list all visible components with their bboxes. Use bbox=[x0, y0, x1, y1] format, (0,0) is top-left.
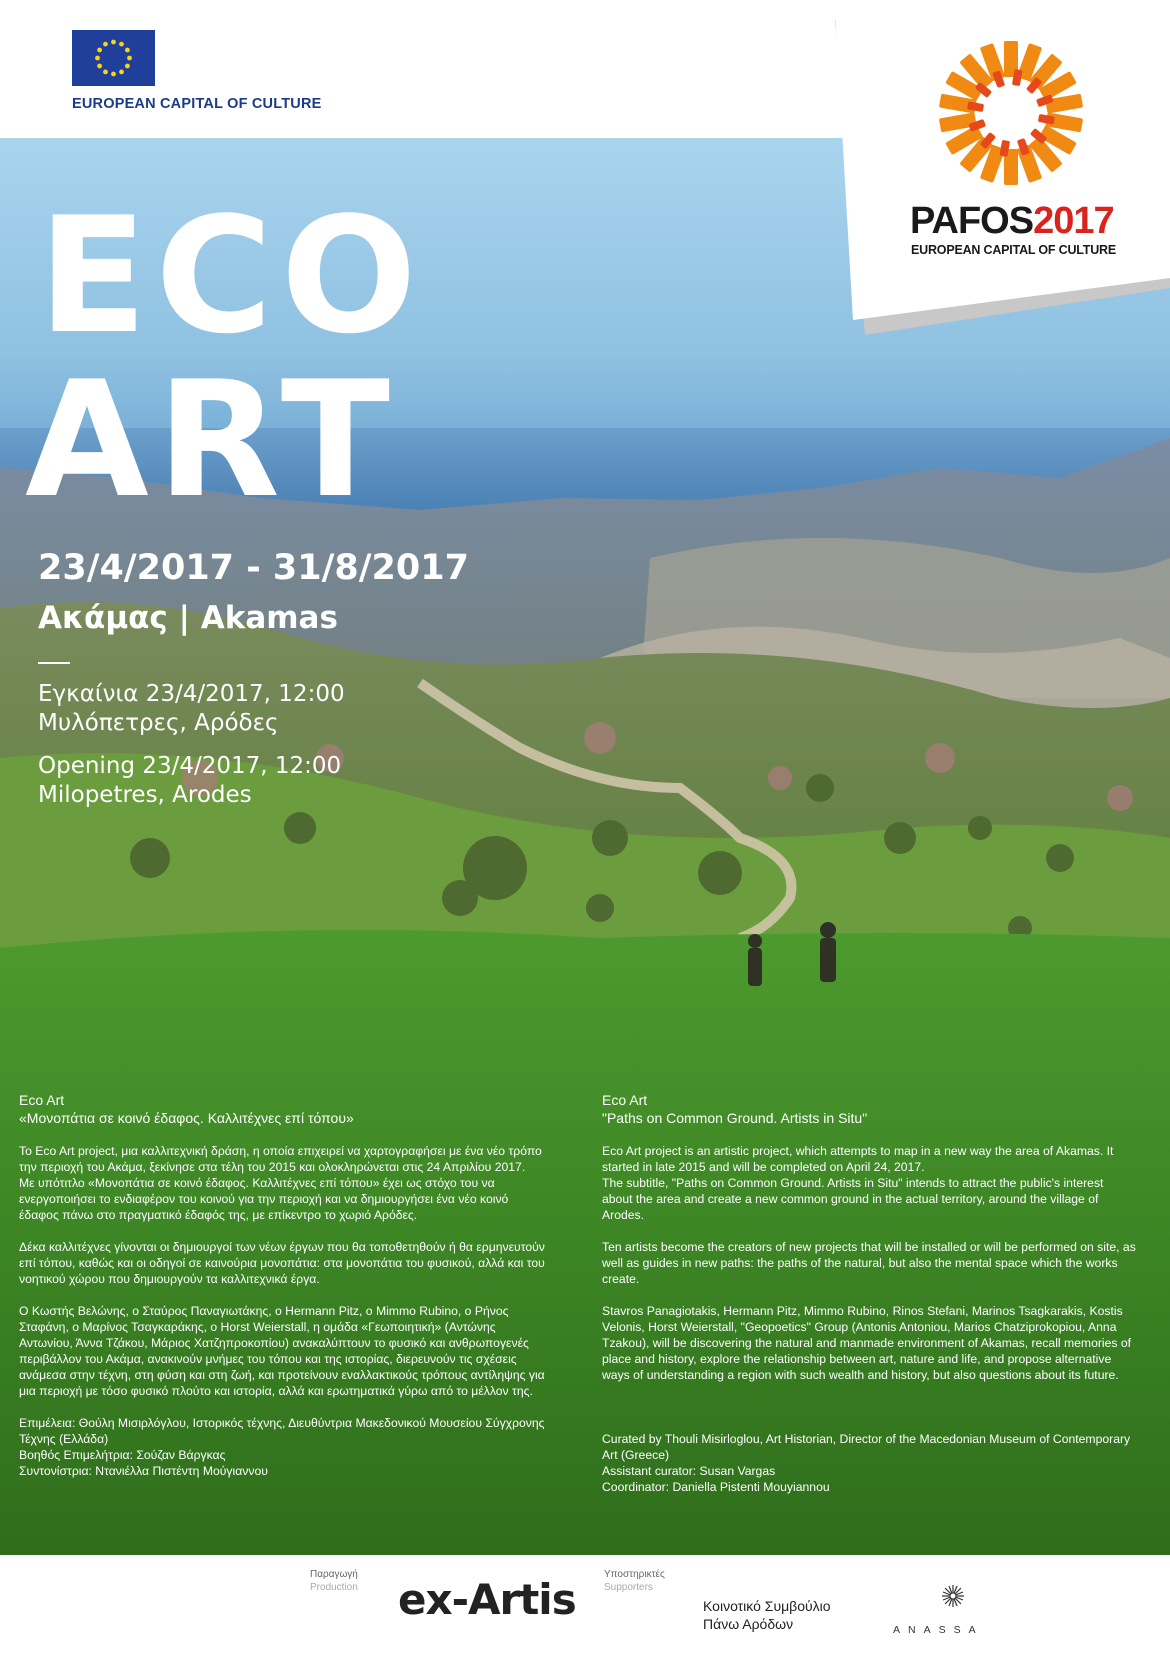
pafos-name: PAFOS bbox=[910, 200, 1034, 242]
ex-artis-logo: ex-Artis bbox=[398, 1575, 576, 1624]
english-column bbox=[602, 1091, 1137, 1495]
pafos-year: 2017 bbox=[1033, 200, 1114, 242]
opening-greek-line1: Εγκαίνια 23/4/2017, 12:00 bbox=[38, 681, 345, 707]
english-credit: Curated by Thouli Misirloglou, Art Historian, Director of the Macedonian Museum of Contemporary Art (Greece) bbox=[602, 1432, 1131, 1462]
english-paragraph: Eco Art project is an artistic project, which attempts to map in a new way the area of Akamas. It started in late 2015 and will be completed on April 24, 2017. bbox=[602, 1144, 1114, 1174]
greek-paragraph: Με υπότιτλο «Μονοπάτια σε κοινό έδαφος. Καλλιτέχνες επί τόπου» έχει ως στόχο του να ενεργοποιήσει το ενδιαφέρον του κοινού για την περιοχή και να δημιουργήσει ένα νέο κοινό έδαφος πάνω στο πραγματικό έδαφός της, με επίκεντρο το χωριό Αρόδες. bbox=[19, 1176, 509, 1222]
english-subheading: "Paths on Common Ground. Artists in Situ" bbox=[602, 1110, 868, 1126]
supporters-label-english: Supporters bbox=[604, 1582, 653, 1593]
pafos-sun-icon bbox=[936, 38, 1086, 188]
english-paragraph: The subtitle, "Paths on Common Ground. Artists in Situ" intends to attract the public's interest about the area and create a new common ground in the actual territory, around the village of Arodes. bbox=[602, 1176, 1104, 1222]
community-council-logo bbox=[703, 1597, 831, 1633]
english-credit: Coordinator: Daniella Pistenti Mouyiannou bbox=[602, 1480, 830, 1494]
pafos-subtitle: EUROPEAN CAPITAL OF CULTURE bbox=[911, 243, 1117, 257]
production-label-greek: Παραγωγή bbox=[310, 1569, 358, 1580]
english-paragraph: Stavros Panagiotakis, Hermann Pitz, Mimmo Rubino, Rinos Stefani, Marinos Tsagkarakis, Kostis Velonis, Horst Weierstall, "Geopoetics" Group (Antonis Antoniou, Marios Chatziprokopiou, Anna Tzakou), will be discovering the natural and manmade environment of Akamas, recall memories of place and history, explore the relationship between art, nature and life, and propose alternative ways of understanding a region with such wealth and history, but also questions about its future. bbox=[602, 1304, 1132, 1382]
council-line1: Κοινοτικό Συμβούλιο bbox=[703, 1598, 831, 1614]
english-credit: Assistant curator: Susan Vargas bbox=[602, 1464, 776, 1478]
pafos-wordmark bbox=[910, 200, 1114, 243]
eu-flag-icon bbox=[72, 30, 155, 86]
title-art: ART bbox=[25, 346, 398, 533]
production-label-english: Production bbox=[310, 1582, 358, 1593]
greek-subheading: «Μονοπάτια σε κοινό έδαφος. Καλλιτέχνες επί τόπου» bbox=[19, 1110, 354, 1126]
greek-paragraph: Το Eco Art project, μια καλλιτεχνική δράση, η οποία επιχειρεί να χαρτογραφήσει με ένα νέο τρόπο την περιοχή του Ακάμα, ξεκίνησε στα τέλη του 2015 και ολοκληρώνεται στις 24 Απριλίου 2017. bbox=[19, 1144, 542, 1174]
title-eco: ECO bbox=[38, 182, 425, 369]
opening-greek bbox=[38, 680, 345, 738]
event-place: Ακάμας | Akamas bbox=[38, 600, 338, 636]
greek-credit: Συντονίστρια: Ντανιέλλα Πιστέντη Μούγιαννου bbox=[19, 1464, 268, 1478]
greek-paragraph: Ο Κωστής Βελώνης, ο Σταύρος Παναγιωτάκης, ο Hermann Pitz, ο Mimmo Rubino, ο Ρήνος Σταφάνη, ο Μαρίνος Τσαγκαράκης, ο Horst Weierstall, η ομάδα «Γεωποιητική» (Αντώνης Αντωνίου, Άννα Τζάκου, Μάριος Χατζηπροκοπίου) ανακαλύπτουν το φυσικό και ανθρωπογενές περιβάλλον του Ακάμα, ανακινούν μνήμες του τόπου και της ιστορίας, διερευνούν τις σχέσεις ανάμεσα στην τέχνη, στη φύση και στη ζωή, και προτείνουν εναλλακτικούς τρόπους αντίληψης για μια περιοχή με τόσο φυσικό πλούτο και ιστορία, αλλά και ερωτηματικά γύρω από το μέλλον της. bbox=[19, 1304, 545, 1398]
event-dates: 23/4/2017 - 31/8/2017 bbox=[38, 548, 469, 588]
opening-english-line1: Opening 23/4/2017, 12:00 bbox=[38, 753, 342, 779]
eu-label: EUROPEAN CAPITAL OF CULTURE bbox=[72, 96, 322, 112]
anassa-logo: ANASSA bbox=[893, 1624, 984, 1636]
anassa-star-icon bbox=[941, 1584, 965, 1608]
footer bbox=[0, 1555, 1170, 1654]
production-label bbox=[310, 1568, 358, 1594]
english-heading: Eco Art bbox=[602, 1092, 648, 1108]
opening-greek-line2: Μυλόπετρες, Αρόδες bbox=[38, 710, 279, 736]
council-line2: Πάνω Αρόδων bbox=[703, 1616, 794, 1632]
english-paragraph: Ten artists become the creators of new projects that will be installed or will be performed on site, as well as guides in new paths: the paths of the natural, but also the mental space which the works create. bbox=[602, 1240, 1136, 1286]
greek-column bbox=[19, 1091, 549, 1479]
supporters-label-greek: Υποστηρικτές bbox=[604, 1569, 665, 1580]
opening-english-line2: Milopetres, Arodes bbox=[38, 782, 252, 808]
supporters-label bbox=[604, 1568, 665, 1594]
greek-heading: Eco Art bbox=[19, 1092, 65, 1108]
greek-paragraph: Δέκα καλλιτέχνες γίνονται οι δημιουργοί των νέων έργων που θα τοποθετηθούν ή θα ερμηνευτούν επί τόπου, καθώς και οι οδηγοί σε καινούρια μονοπάτια: στα μονοπάτια του φυσικού, αλλά και του νοητικού χώρου που δημιουργούν τα καλλιτεχνικά έργα. bbox=[19, 1240, 545, 1286]
greek-credit: Επιμέλεια: Θούλη Μισιρλόγλου, Ιστορικός τέχνης, Διευθύντρια Μακεδονικού Μουσείου Σύγχρονης Τέχνης (Ελλάδα) bbox=[19, 1416, 545, 1446]
divider bbox=[38, 662, 70, 664]
greek-credit: Βοηθός Επιμελήτρια: Σούζαν Βάργκας bbox=[19, 1448, 226, 1462]
opening-english bbox=[38, 752, 341, 810]
